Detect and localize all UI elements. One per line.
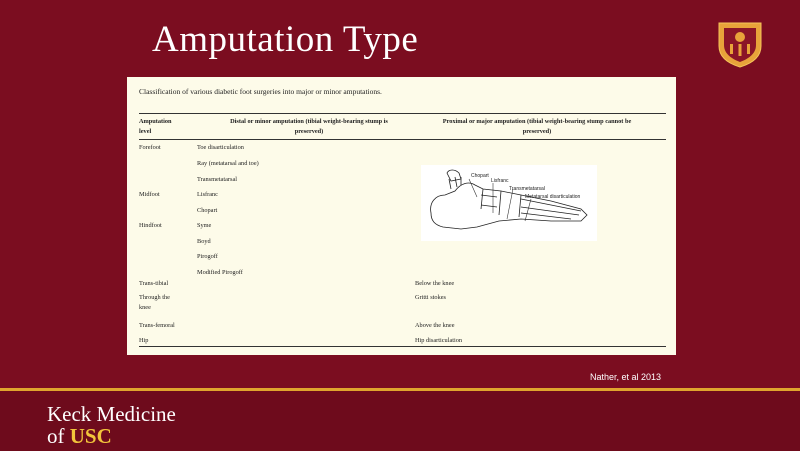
keck-medicine-logo-usc: of USC — [47, 424, 112, 448]
usc-seal-icon — [715, 20, 765, 68]
minor-item: Boyd — [197, 238, 211, 245]
major-above-knee: Above the knee — [415, 322, 455, 329]
citation: Nather, et al 2013 — [590, 372, 662, 382]
minor-item: Modified Pirogoff — [197, 269, 243, 276]
level-hindfoot: Hindfoot — [139, 222, 162, 229]
minor-item: Lisfranc — [197, 191, 218, 198]
header-amputation-level: Amputation level — [139, 118, 172, 135]
major-gritti-stokes: Gritti stokes — [415, 294, 446, 301]
level-trans-tibial: Trans-tibial — [139, 280, 169, 287]
minor-item: Pirogoff — [197, 253, 218, 260]
minor-item: Transmetatarsal — [197, 176, 237, 183]
minor-item: Syme — [197, 222, 212, 229]
foot-bones-diagram — [421, 165, 597, 241]
level-trans-femoral: Trans-femoral — [139, 322, 175, 329]
table-rule-header — [139, 139, 666, 140]
level-midfoot: Midfoot — [139, 191, 160, 198]
level-hip: Hip — [139, 337, 149, 344]
level-through-knee: Through the knee — [139, 294, 170, 311]
slide-title: Amputation Type — [152, 19, 419, 60]
major-below-knee: Below the knee — [415, 280, 455, 287]
diagram-label-metatarsal-disarticulation: Metatarsal disarticulation — [525, 194, 581, 200]
table-caption: Classification of various diabetic foot surgeries into major or minor amputations. — [139, 87, 382, 96]
minor-item: Ray (metatarsal and toe) — [197, 160, 259, 167]
minor-item: Chopart — [197, 207, 218, 214]
classification-table — [127, 77, 676, 355]
diagram-label-lisfranc: Lisfranc — [491, 178, 509, 184]
header-minor-amputation: Distal or minor amputation (tibial weight-bearing stump is preserved) — [230, 118, 388, 135]
diagram-label-transmetatarsal: Transmetatarsal — [509, 186, 545, 192]
diagram-label-chopart: Chopart — [471, 173, 489, 179]
keck-medicine-logo: Keck Medicine — [47, 402, 176, 426]
major-hip-disarticulation: Hip disarticulation — [415, 337, 463, 344]
table-rule-bottom — [139, 346, 666, 347]
table-rule-top — [139, 113, 666, 114]
minor-item: Toe disarticulation — [197, 144, 244, 151]
foot-skeleton-icon — [421, 165, 597, 241]
level-forefoot: Forefoot — [139, 144, 161, 151]
header-major-amputation: Proximal or major amputation (tibial weight-bearing stump cannot be preserved) — [442, 118, 632, 135]
